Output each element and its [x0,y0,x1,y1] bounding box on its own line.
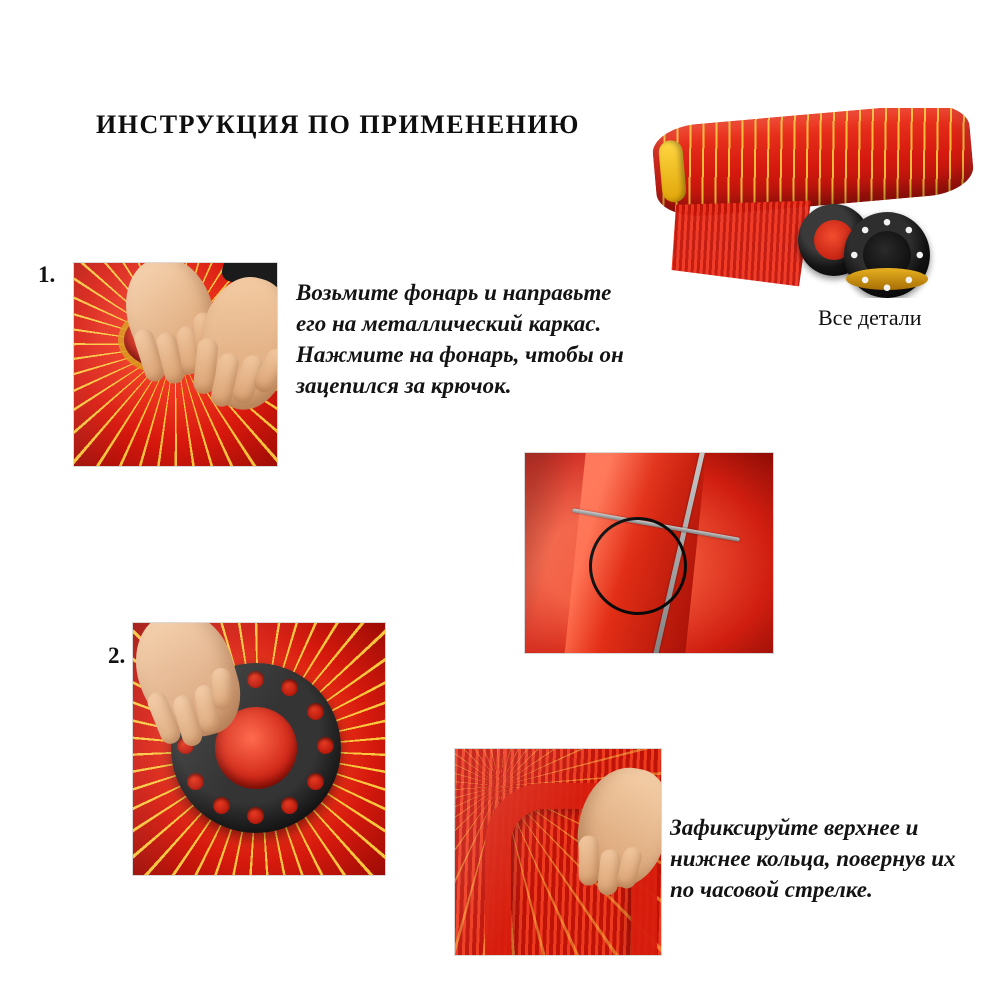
ring-hole-shape [281,797,298,814]
step-number-2: 2. [108,643,126,668]
annotation-circle [589,517,687,615]
step-number-1: 1. [38,262,56,287]
step1-text: Возьмите фонарь и направьте его на металлический каркас. Нажмите на фонарь, чтобы он зацепился за крючок. [296,280,624,398]
hook-closeup-photo [524,452,774,654]
ring-hole-shape [317,737,334,754]
lantern-bundle-shape [651,108,976,220]
final-note-text: Зафиксируйте верхнее и нижнее кольца, повернув их по часовой стрелке. [670,815,956,902]
finger-shape [579,836,599,886]
ring-hole-shape [307,703,324,720]
step3-photo [454,748,662,956]
finger-shape [211,668,232,711]
ring-hole-shape [247,807,264,824]
step1-photo [73,262,278,467]
step2-photo [132,622,386,876]
parts-photo [648,108,978,298]
ring-hole-shape [247,671,264,688]
ring-hole-shape [281,679,298,696]
parts-caption: Все детали [818,305,922,330]
ring-hole-shape [307,773,324,790]
ring-hole-shape [213,797,230,814]
ring-holes-shape [848,216,926,294]
page-title: ИНСТРУКЦИЯ ПО ПРИМЕНЕНИЮ [96,110,580,139]
ring-hole-shape [187,773,204,790]
